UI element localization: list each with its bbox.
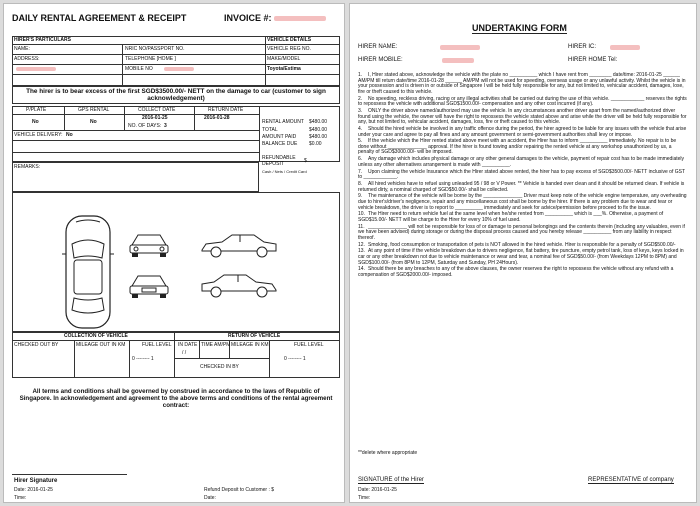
fuel-level-label: FUEL LEVEL: [142, 342, 172, 348]
right-time-label: Time:: [358, 495, 371, 501]
clause-text: Upon claiming the vehicle Insurance which the Hirer stated above rented, the hirer has to pay excess of SGD$3500.00/- NETT inclusive of GST to ____________.: [358, 168, 685, 181]
amount-paid-label: AMOUNT PAID: [262, 134, 297, 140]
excess-notice: The hirer is to bear excess of the first SGD$3500.00/- NETT on the damage to car (customer to sign acknowledgement): [26, 88, 326, 102]
return-date-value: 2016-01-28: [204, 115, 230, 121]
checked-out-by-label: CHECKED OUT BY: [14, 342, 59, 348]
return-date-label: RETURN DATE: [208, 107, 244, 113]
hirer-home-tel-label: HIRER HOME Tel:: [568, 57, 618, 63]
days-label: NO. OF DAYS:: [128, 123, 162, 129]
delivery-value: No: [66, 132, 73, 138]
delete-note: **delete where appropriate: [358, 450, 418, 456]
clause-item: [358, 243, 688, 249]
agreement-title: DAILY RENTAL AGREEMENT & RECEIPT: [12, 13, 187, 23]
clause-text: Should there be any breaches to any of the above clauses, the owner reserves the right to repossess the vehicle without any refund with a compensation of SGD$2000.00/- imposed.: [358, 266, 674, 279]
days-value: 3: [164, 123, 167, 129]
collection-heading: COLLECTION OF VEHICLE: [64, 333, 128, 339]
clause-text: If the vehicle which the Hirer rented stated above meet with an accident, the Hirer has to inform __________ immediately. No repair is to be done without ______________ approval. If the hirer is found towing and/or repairing the rented vehicle at any workshop unauthorized by us, a penalty of SGD$3000.00/- will be imposed.: [358, 138, 677, 156]
total-label: TOTAL: [262, 127, 278, 133]
hirer-mobile-label: HIRER MOBILE:: [358, 57, 403, 63]
payment-methods: Cash / Nets / Credit Card: [262, 169, 307, 174]
clause-item: [358, 267, 688, 278]
vehicle-reg-label: VEHICLE REG NO.: [267, 46, 311, 52]
clause-number: 3.: [358, 107, 363, 114]
remarks-box: [12, 162, 259, 192]
clause-item: [358, 97, 688, 108]
clause-number: 12.: [358, 241, 365, 248]
clause-text: All hired vehicles have to refuel using unleaded 95 / 98 or V Power. ** Vehicle is handed over clean and it should be returned clean. If vehicle is returned dirty, a nominal charged of SGD$50.00/- shall be collected.: [358, 181, 685, 193]
clause-number: 8.: [358, 181, 363, 187]
clause-item: [358, 225, 688, 242]
terms-paragraph: All terms and conditions shall be governed by construed in accordance to the laws of Republic of Singapore. In acknowledgement and agreement to the above terms and conditions of the rental agreement contract:: [19, 388, 333, 410]
clause-text: At any point of time if the vehicle breakdown due to drivers negligence, flat battery, tire puncture, empty petrol tank, loss of keys, keys locked in car or any other breakdown not due to vehicle maintenance or wear and tear, a nominal fee of SGD$50.00/- (from Weekdays 12PM to 8PM) and SGD$100.00/- (from 8PM to 12PM, Saturday and Sunday, PH 24Hours).: [358, 248, 684, 266]
total-value: $480.00: [309, 127, 328, 133]
undertaking-title: UNDERTAKING FORM: [472, 23, 567, 33]
clause-item: [358, 139, 688, 156]
car-front-view-icon: [128, 231, 170, 257]
nric-label: NRIC NO/PASSPORT NO.: [125, 46, 185, 52]
make-model-value: Toyota/Estima: [267, 66, 301, 72]
checked-in-by-label: CHECKED IN BY: [200, 364, 239, 370]
clause-number: 13.: [358, 248, 365, 255]
left-time-label: Time:: [14, 495, 27, 501]
clause-item: [358, 127, 688, 138]
refund-deposit-label: Refund Deposit to Customer : $: [204, 487, 275, 493]
clause-number: 6.: [358, 156, 363, 163]
clause-text: Smoking, food consumption or transportation of pets is NOT allowed in the hired vehicle. Hirer is responsible for a penalty of SGD$500.00/-: [368, 241, 676, 248]
in-date-separator: / /: [182, 350, 187, 356]
address-label: ADDRESS:: [14, 56, 40, 62]
clause-item: [358, 212, 688, 223]
fuel-level-return-label: FUEL LEVEL: [294, 342, 324, 348]
make-model-label: MAKE/MODEL: [267, 56, 301, 62]
clause-item: [358, 109, 688, 126]
collection-return-table: [12, 332, 340, 378]
rental-amount-label: RENTAL AMOUNT: [262, 119, 304, 125]
clause-number: 9.: [358, 193, 363, 200]
amount-paid-value: $480.00: [309, 134, 328, 140]
clause-number: 14.: [358, 266, 365, 273]
mileage-out-label: MILEAGE OUT IN KM: [76, 342, 126, 348]
delivery-label: VEHICLE DELIVERY:: [14, 132, 63, 138]
clause-number: 4.: [358, 125, 363, 132]
mileage-in-label: MILEAGE IN KM: [231, 342, 269, 348]
clause-number: 7.: [358, 168, 363, 175]
clause-text: Any damage which includes physical damage or any other general damages to the vehicle, payment of repair cost has to be made immediately unless any other alternatives arrangement is made with __________.: [358, 156, 685, 168]
car-side-view-left-icon: [200, 232, 278, 258]
remarks-label: REMARKS:: [14, 164, 41, 170]
collect-date-label: COLLECT DATE: [138, 107, 176, 113]
telephone-label: TELEPHONE [HOME ]: [125, 56, 176, 62]
refund-date-label: Date:: [204, 495, 216, 501]
fuel-scale-out: 0 -------- 1: [132, 356, 154, 362]
clause-text: No speeding, reckless driving, racing or any illegal activities shall be carried out during the use of this vehicle. ____________ reserves the rights to repossess the vehicle with additional SGD$1500.00/- compensation and any other cost incurred (if any).: [358, 95, 687, 108]
hirer-signature-label: Hirer Signature: [14, 478, 58, 484]
fuel-scale-in: 0 -------- 1: [284, 356, 306, 362]
hirer-name-label: HIRER NAME:: [358, 44, 398, 50]
clause-text: ONLY the driver above named/authorized may use the vehicle. In any circumstances another driver apart from the named/authorized driver found using the vehicle, the owner will have the right to repossess the vehicle stated above and arise while the driver will be held fully responsible for any, but not limited to, vehicular accident, damages, loss, fire or theft caused to this vehicle.: [358, 107, 687, 126]
name-label: NAME:: [14, 46, 30, 52]
rental-amount-value: $480.00: [309, 119, 328, 125]
invoice-label: INVOICE #:: [224, 13, 272, 23]
car-top-view-icon: [60, 214, 116, 332]
gps-value: No: [90, 119, 97, 125]
clause-text: ______________ will not be responsible for loss of or damage to personal belongings and the contents therein (including any valuables, even if we have been advised) during storage or during the disposal process caused and you hereby release __________ from any liability in respect thereof.: [358, 223, 685, 241]
clause-text: The Hirer need to return vehicle fuel at the same level when he/she rented from __________ which is ___%. Otherwise, a payment of SGD$15.00/- NETT will be charge to the Hirer for every 10% of fuel used.: [358, 211, 664, 223]
rental-agreement-page: [3, 3, 345, 503]
pplate-label: P/PLATE: [26, 107, 47, 113]
mobile-label: MOBILE NO: [125, 66, 153, 72]
clause-item: [358, 194, 688, 211]
clause-number: 1.: [358, 72, 363, 78]
gps-label: GPS RENTAL: [78, 107, 110, 113]
representative-signature-caption: REPRESENTATIVE of company: [588, 477, 674, 483]
clause-item: [358, 182, 688, 193]
refundable-value: $: [304, 158, 307, 164]
clause-item: [358, 170, 688, 181]
undertaking-clauses: [358, 73, 688, 280]
clause-text: I, Hirer stated above, acknowledge the vehicle with the plate no __________ which I have rent from ________ date/time: 2016-01-25 ______ AM/PM till return date/time 2016-01-28 ______ AM/PM will not be used for speeding, overseas usage or any unlawful activity. Whilst the vehicle is in your possession and is driven in or outside of Singapore I will be held fully responsible for any, but not limited to, vehicular accident, damages, lose, fire or theft caused to this vehicle.: [358, 72, 686, 95]
clause-item: [358, 73, 688, 95]
refundable-label: REFUNDABLE DEPOSIT: [262, 155, 296, 167]
pplate-value: No: [32, 119, 39, 125]
clause-number: 5.: [358, 138, 363, 145]
clause-item: [358, 157, 688, 168]
hirer-ic-label: HIRER IC:: [568, 44, 597, 50]
balance-label: BALANCE DUE: [262, 141, 298, 147]
car-side-view-right-icon: [200, 272, 278, 298]
hirer-signature-caption: SIGNATURE of the Hirer: [358, 477, 424, 483]
in-date-label: IN DATE: [178, 342, 198, 348]
hirer-particulars-heading: HIRER'S PARTICULARS: [14, 37, 71, 43]
vehicle-details-heading: VEHICLE DETAILS: [267, 37, 312, 43]
clause-text: The maintenance of the vehicle will be borne by the ______________ Driver must keep note of the vehicle engine temperature, any overheating due to hirer's/driver's negligence, repair and any miscellaneous cost shall be borne by the hirer. If there is any problem due to wear and tear or vehicle breakdown, the driver is to report to __________ immediately and seek for advice/permission before proceed to fix the issue.: [358, 193, 687, 211]
left-date-label: Date: 2016-01-25: [14, 487, 53, 493]
clause-number: 11.: [358, 223, 365, 230]
clause-text: Should the hired vehicle be involved in any traffic offence during the period, the hirer agreed to be liable for any issues with the vehicle that arise under your care and agree to pay all fines and any amount government or semi-government authorities shall levy or impose.: [358, 125, 687, 138]
clause-number: 10.: [358, 211, 365, 218]
right-date-label: Date: 2016-01-25: [358, 487, 397, 493]
clause-number: 2.: [358, 95, 363, 102]
return-vehicle-heading: RETURN OF VEHICLE: [228, 333, 281, 339]
time-label: TIME AM/PM: [201, 342, 231, 348]
collect-date-value: 2016-01-25: [142, 115, 168, 121]
invoice-redaction: [274, 16, 326, 21]
car-rear-view-icon: [128, 272, 170, 298]
undertaking-form-page: [349, 3, 697, 503]
balance-value: $0.00: [309, 141, 322, 147]
clause-item: [358, 249, 688, 266]
